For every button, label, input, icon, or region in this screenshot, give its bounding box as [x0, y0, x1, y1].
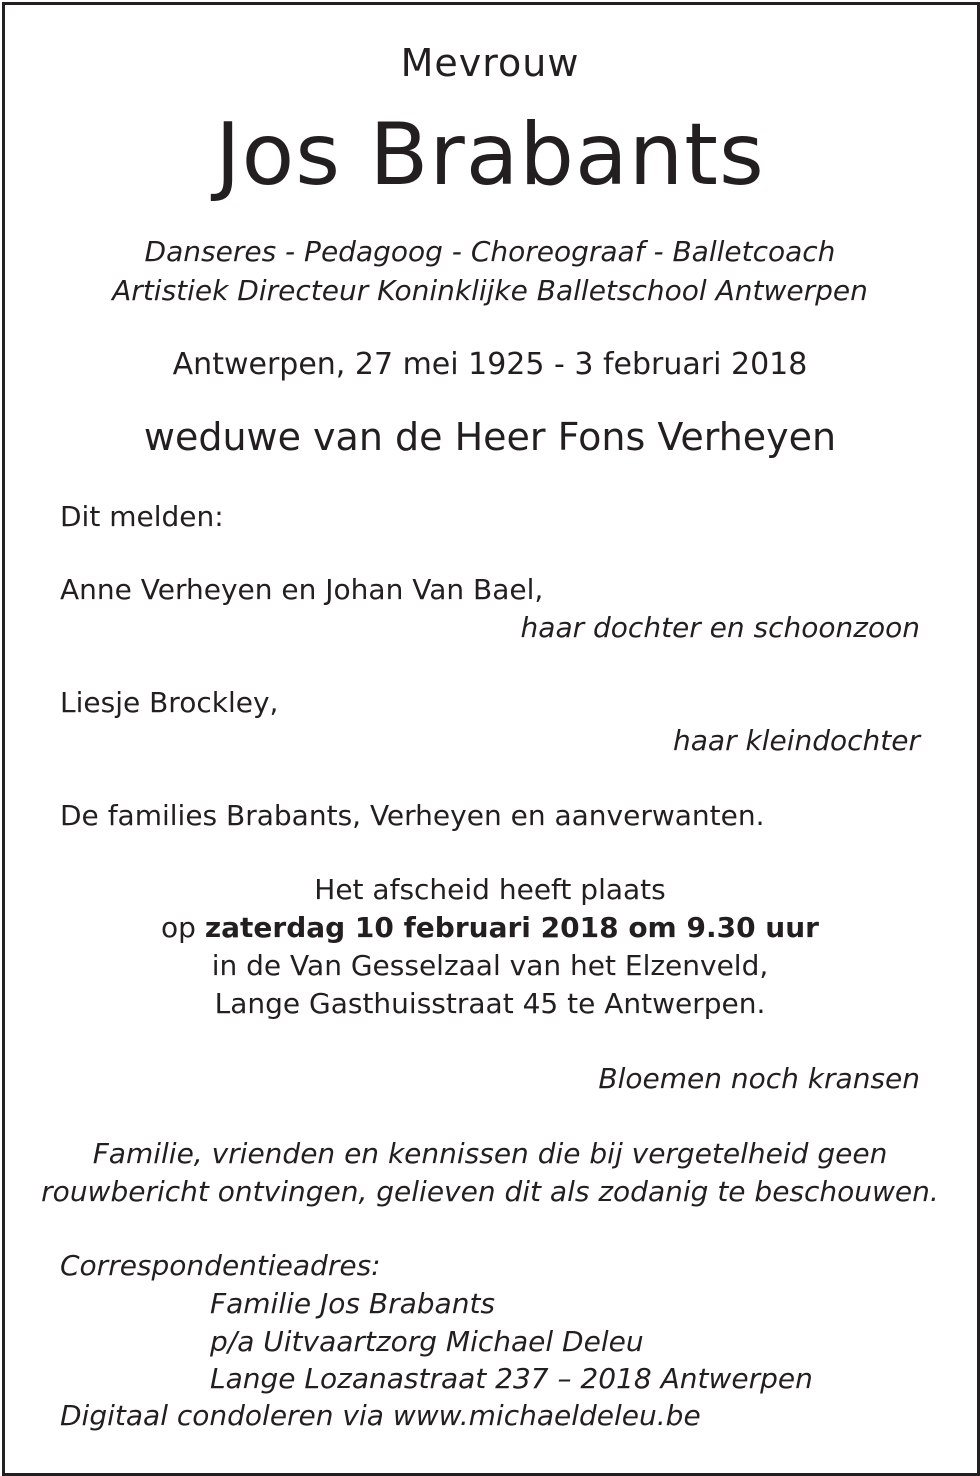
farewell-line-4: Lange Gasthuisstraat 45 te Antwerpen. — [214, 987, 766, 1020]
notice-line-1: Familie, vrienden en kennissen die bij vergetelheid geen — [92, 1137, 888, 1170]
family-member-name: Liesje Brockley, — [60, 686, 279, 719]
notice-line-2: rouwbericht ontvingen, gelieven dit als zodanig te beschouwen. — [41, 1175, 939, 1208]
life-dates: Antwerpen, 27 mei 1925 - 3 februari 2018 — [172, 347, 808, 382]
condolence-link[interactable]: Digitaal condoleren via www.michaeldeleu.be — [60, 1399, 701, 1432]
title-prefix: Mevrouw — [400, 41, 580, 85]
roles-line: Danseres - Pedagoog - Choreograaf - Balletcoach — [144, 235, 836, 268]
position-line: Artistiek Directeur Koninklijke Balletschool Antwerpen — [112, 274, 868, 307]
correspondence-line: Familie Jos Brabants — [210, 1287, 496, 1320]
deceased-name: Jos Brabants — [215, 105, 765, 205]
family-member-relation: haar dochter en schoonzoon — [520, 611, 920, 644]
family-member-relation: haar kleindochter — [673, 724, 920, 757]
spouse-line: weduwe van de Heer Fons Verheyen — [143, 415, 837, 459]
farewell-datetime: zaterdag 10 februari 2018 om 9.30 uur — [204, 911, 819, 944]
correspondence-line: Lange Lozanastraat 237 – 2018 Antwerpen — [210, 1362, 813, 1395]
farewell-line-3: in de Van Gesselzaal van het Elzenveld, — [211, 949, 769, 982]
farewell-prefix: op — [161, 911, 205, 944]
flowers-note: Bloemen noch kransen — [598, 1062, 920, 1095]
family-others: De families Brabants, Verheyen en aanverwanten. — [60, 799, 765, 832]
family-intro: Dit melden: — [60, 500, 224, 533]
farewell-line-1: Het afscheid heeft plaats — [314, 873, 666, 906]
farewell-line-2 — [0, 911, 980, 944]
correspondence-line: p/a Uitvaartzorg Michael Deleu — [210, 1325, 644, 1358]
family-member-name: Anne Verheyen en Johan Van Bael, — [60, 573, 544, 606]
correspondence-label: Correspondentieadres: — [60, 1249, 381, 1282]
